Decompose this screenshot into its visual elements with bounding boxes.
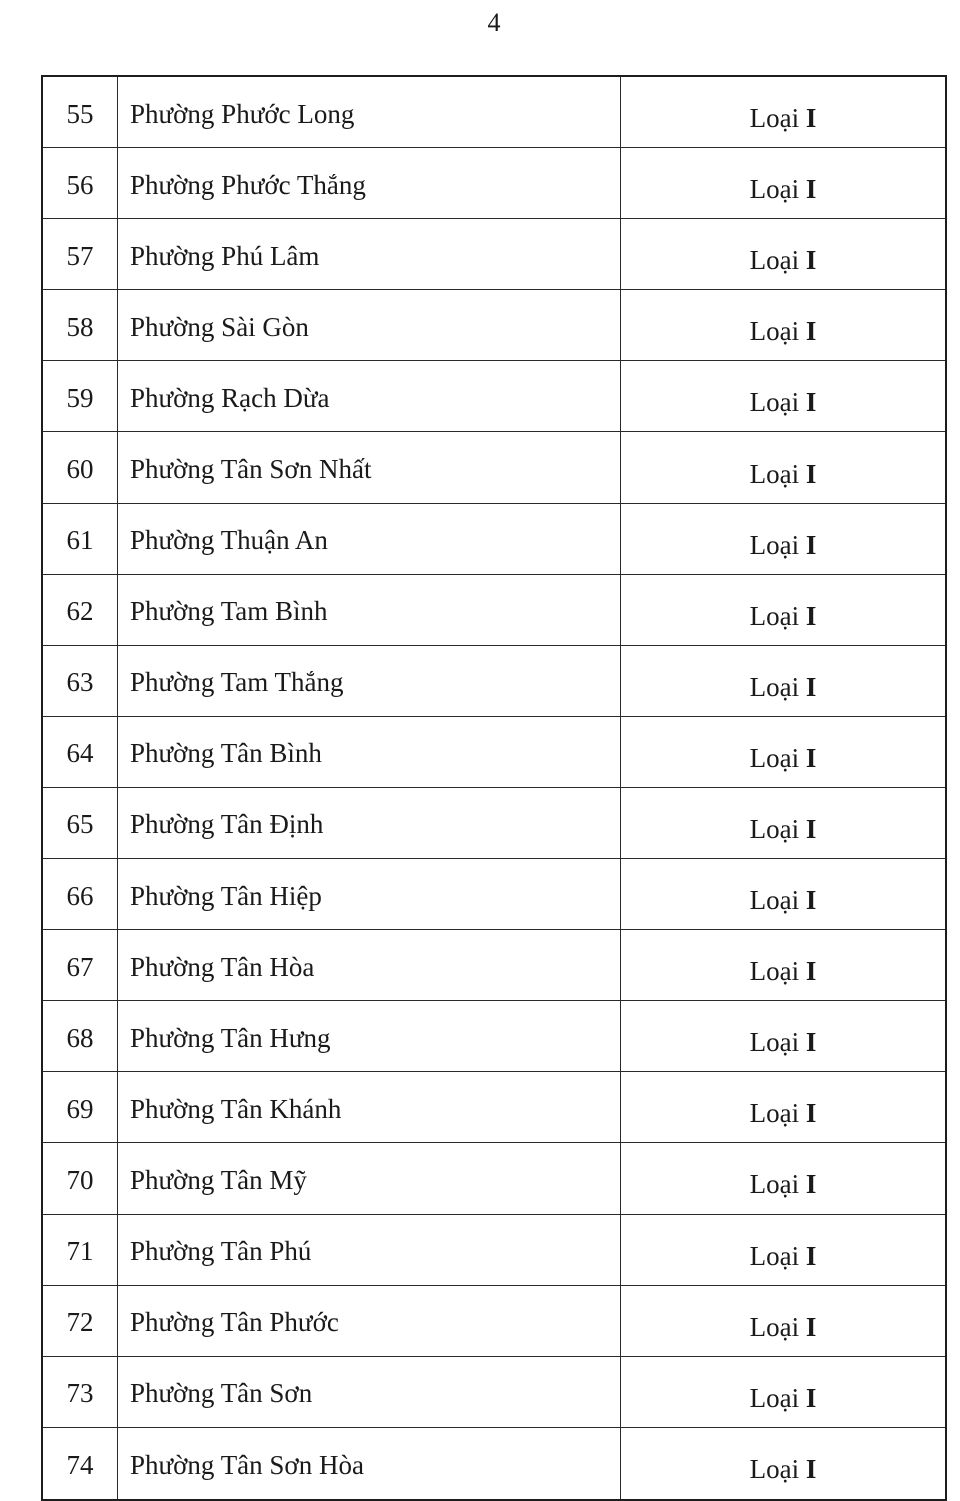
classification-cell	[621, 1143, 945, 1214]
row-number-cell: 69	[43, 1072, 118, 1143]
classification-value: I	[805, 1169, 817, 1200]
row-number-cell: 64	[43, 717, 118, 788]
classification-label: Loại	[749, 529, 800, 560]
ward-name-cell: Phường Phước Long	[118, 77, 621, 148]
classification-label: Loại	[749, 1454, 800, 1485]
ward-name-cell: Phường Tam Thắng	[118, 646, 621, 717]
classification-value: I	[805, 600, 817, 631]
row-number-cell: 65	[43, 788, 118, 859]
classification-cell	[621, 1001, 945, 1072]
classification-cell	[621, 930, 945, 1001]
row-number-cell: 59	[43, 361, 118, 432]
ward-name-cell: Phường Phú Lâm	[118, 219, 621, 290]
classification-cell	[621, 361, 945, 432]
classification-cell	[621, 1357, 945, 1428]
classification-label: Loại	[749, 103, 800, 134]
row-number-cell: 68	[43, 1001, 118, 1072]
classification-cell	[621, 717, 945, 788]
row-number-cell: 66	[43, 859, 118, 930]
row-number-cell: 71	[43, 1215, 118, 1286]
ward-name-cell: Phường Tân Định	[118, 788, 621, 859]
classification-value: I	[805, 103, 817, 134]
ward-name-cell: Phường Sài Gòn	[118, 290, 621, 361]
classification-label: Loại	[749, 742, 800, 773]
classification-label: Loại	[749, 956, 800, 987]
classification-cell	[621, 432, 945, 503]
classification-cell	[621, 1428, 945, 1499]
row-number-cell: 70	[43, 1143, 118, 1214]
classification-label: Loại	[749, 1027, 800, 1058]
row-number-cell: 73	[43, 1357, 118, 1428]
classification-cell	[621, 788, 945, 859]
classification-label: Loại	[749, 1098, 800, 1129]
classification-value: I	[805, 174, 817, 205]
classification-cell	[621, 1072, 945, 1143]
classification-value: I	[805, 458, 817, 489]
ward-name-cell: Phường Tam Bình	[118, 575, 621, 646]
classification-value: I	[805, 529, 817, 560]
ward-name-cell: Phường Tân Sơn Hòa	[118, 1428, 621, 1499]
ward-name-cell: Phường Thuận An	[118, 504, 621, 575]
row-number-cell: 62	[43, 575, 118, 646]
row-number-cell: 63	[43, 646, 118, 717]
row-number-cell: 74	[43, 1428, 118, 1499]
classification-label: Loại	[749, 1169, 800, 1200]
ward-name-cell: Phường Tân Sơn Nhất	[118, 432, 621, 503]
classification-label: Loại	[749, 174, 800, 205]
classification-cell	[621, 1286, 945, 1357]
classification-cell	[621, 1215, 945, 1286]
classification-value: I	[805, 1240, 817, 1271]
classification-label: Loại	[749, 1240, 800, 1271]
ward-name-cell: Phường Tân Khánh	[118, 1072, 621, 1143]
classification-cell	[621, 859, 945, 930]
classification-value: I	[805, 1454, 817, 1485]
ward-name-cell: Phường Tân Hòa	[118, 930, 621, 1001]
row-number-cell: 61	[43, 504, 118, 575]
ward-name-cell: Phường Tân Sơn	[118, 1357, 621, 1428]
classification-value: I	[805, 1098, 817, 1129]
page-number: 4	[487, 8, 501, 37]
ward-name-cell: Phường Tân Hiệp	[118, 859, 621, 930]
classification-cell	[621, 77, 945, 148]
ward-classification-table	[41, 75, 947, 1501]
classification-value: I	[805, 1382, 817, 1413]
row-number-cell: 72	[43, 1286, 118, 1357]
classification-value: I	[805, 671, 817, 702]
classification-value: I	[805, 742, 817, 773]
ward-name-cell: Phường Tân Mỹ	[118, 1143, 621, 1214]
classification-label: Loại	[749, 387, 800, 418]
row-number-cell: 60	[43, 432, 118, 503]
ward-name-cell: Phường Tân Hưng	[118, 1001, 621, 1072]
classification-value: I	[805, 885, 817, 916]
classification-label: Loại	[749, 600, 800, 631]
ward-name-cell: Phường Tân Bình	[118, 717, 621, 788]
classification-cell	[621, 219, 945, 290]
classification-label: Loại	[749, 316, 800, 347]
classification-value: I	[805, 956, 817, 987]
classification-label: Loại	[749, 245, 800, 276]
classification-label: Loại	[749, 1382, 800, 1413]
classification-cell	[621, 575, 945, 646]
classification-label: Loại	[749, 671, 800, 702]
classification-value: I	[805, 1027, 817, 1058]
row-number-cell: 57	[43, 219, 118, 290]
row-number-cell: 55	[43, 77, 118, 148]
ward-name-cell: Phường Rạch Dừa	[118, 361, 621, 432]
classification-value: I	[805, 1311, 817, 1342]
classification-value: I	[805, 387, 817, 418]
classification-value: I	[805, 813, 817, 844]
ward-name-cell: Phường Tân Phú	[118, 1215, 621, 1286]
classification-label: Loại	[749, 885, 800, 916]
classification-cell	[621, 504, 945, 575]
row-number-cell: 56	[43, 148, 118, 219]
classification-label: Loại	[749, 813, 800, 844]
classification-value: I	[805, 245, 817, 276]
classification-label: Loại	[749, 458, 800, 489]
row-number-cell: 58	[43, 290, 118, 361]
classification-cell	[621, 646, 945, 717]
row-number-cell: 67	[43, 930, 118, 1001]
ward-name-cell: Phường Phước Thắng	[118, 148, 621, 219]
ward-name-cell: Phường Tân Phước	[118, 1286, 621, 1357]
classification-label: Loại	[749, 1311, 800, 1342]
classification-cell	[621, 290, 945, 361]
classification-value: I	[805, 316, 817, 347]
classification-cell	[621, 148, 945, 219]
